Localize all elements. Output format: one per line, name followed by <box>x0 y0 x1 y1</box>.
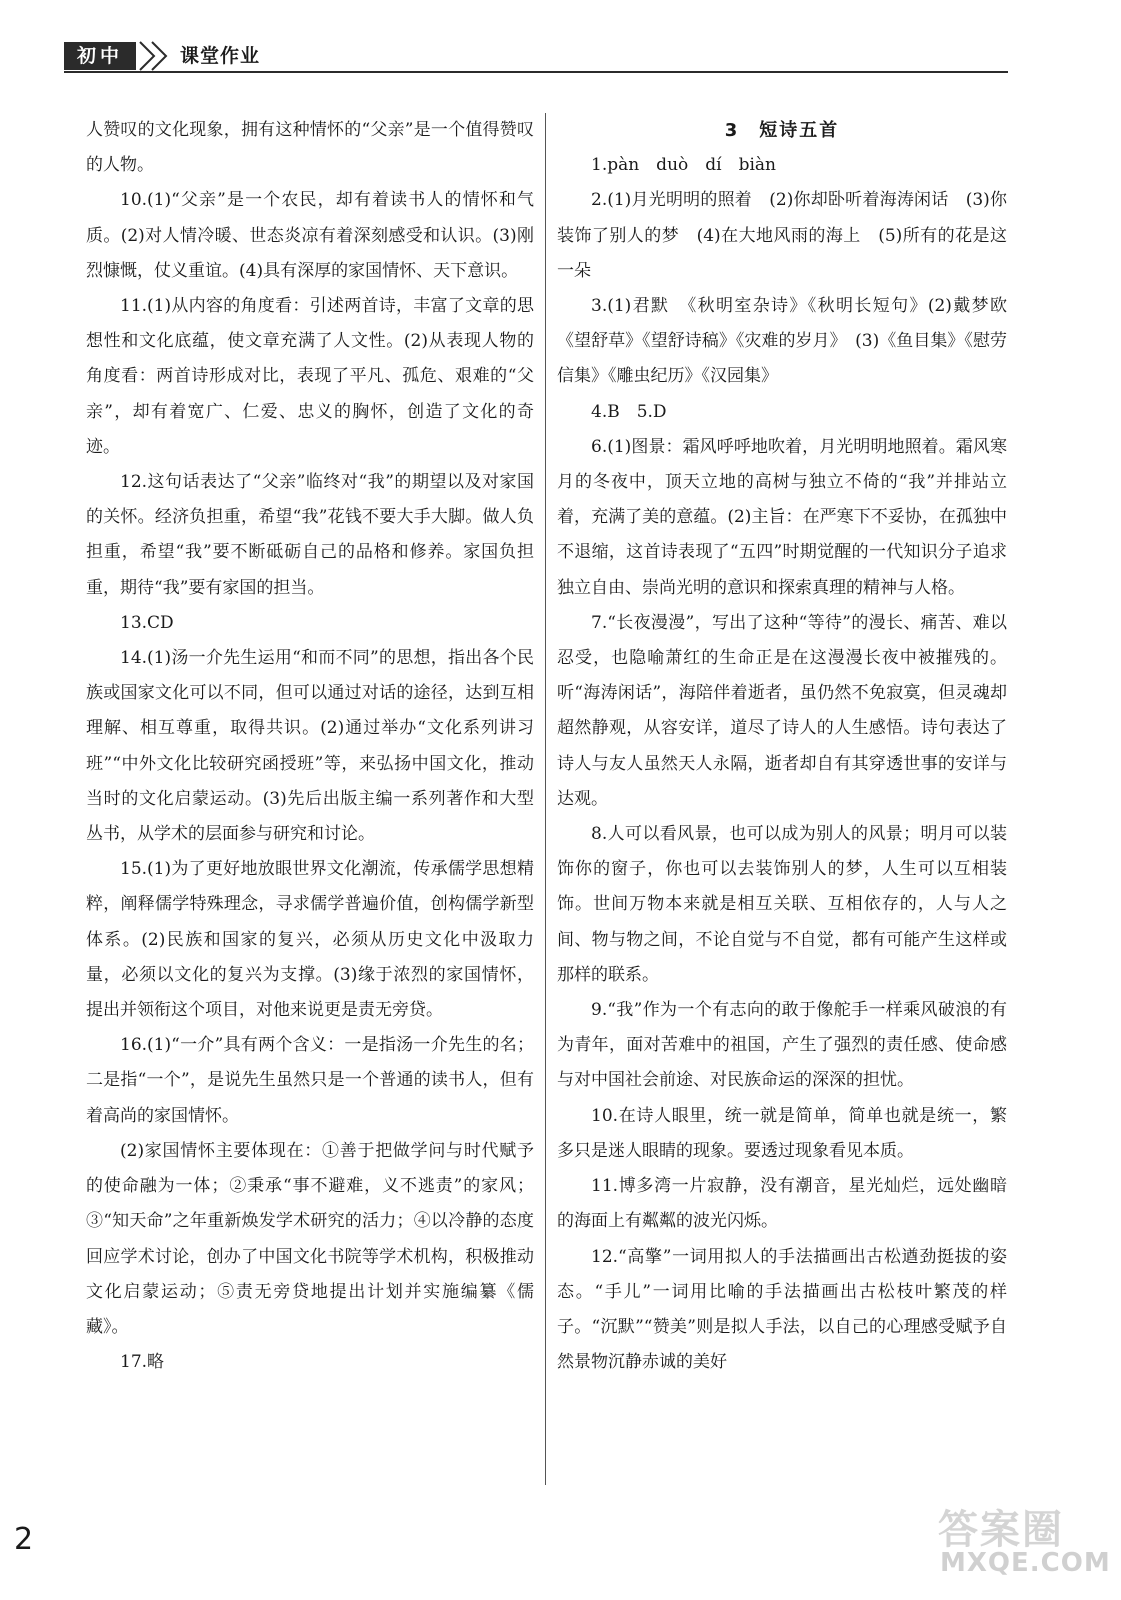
grade-badge: 初中 <box>64 42 136 70</box>
answer-paragraph: 1.pàn duò dí biàn <box>591 155 776 176</box>
answer-paragraph: 12.这句话表达了“父亲”临终对“我”的期望以及对家国的关怀。经济负担重，希望“我”花钱不要大手大脚。做人负担重，希望“我”要不断砥砺自己的品格和修养。家国负担重，期待“我”要有家国的担当。 <box>86 472 534 598</box>
answer-paragraph: 7.“长夜漫漫”，写出了这种“等待”的漫长、痛苦、难以忍受，也隐喻萧红的生命正是在这漫漫长夜中被摧残的。听“海涛闲话”，海陪伴着逝者，虽仍然不免寂寞，但灵魂却超然静观，从容安详，道尽了诗人的人生感悟。诗句表达了诗人与友人虽然天人永隔，逝者却自有其穿透世事的安详与达观。 <box>557 612 1007 809</box>
answer-paragraph: 14.(1)汤一介先生运用“和而不同”的思想，指出各个民族或国家文化可以不同，但可以通过对话的途径，达到互相理解、相互尊重，取得共识。(2)通过举办“文化系列讲习班”“中外文化比较研究函授班”等，来弘扬中国文化，推动当时的文化启蒙运动。(3)先后出版主编一系列著作和大型丛书，从学术的层面参与研究和讨论。 <box>86 648 534 845</box>
watermark-logo: 答案圈 <box>938 1507 1064 1553</box>
answer-paragraph: 2.(1)月光明明的照着 (2)你却卧听着海涛闲话 (3)你装饰了别人的梦 (4)在大地风雨的海上 (5)所有的花是这一朵 <box>557 190 1007 281</box>
answer-paragraph: 8.人可以看风景，也可以成为别人的风景；明月可以装饰你的窗子，你也可以去装饰别人的梦，人生可以互相装饰。世间万物本来就是相互关联、互相依存的，人与人之间、物与物之间，不论自觉与不自觉，都有可能产生这样或那样的联系。 <box>557 824 1007 985</box>
answer-paragraph: 9.“我”作为一个有志向的敢于像舵手一样乘风破浪的有为青年，面对苦难中的祖国，产生了强烈的责任感、使命感与对中国社会前途、对民族命运的深深的担忧。 <box>557 1000 1007 1091</box>
column-divider <box>545 113 546 1485</box>
answer-paragraph: 11.博多湾一片寂静，没有潮音，星光灿烂，远处幽暗的海面上有粼粼的波光闪烁。 <box>557 1176 1007 1232</box>
answer-paragraph: 11.(1)从内容的角度看：引述两首诗，丰富了文章的思想性和文化底蕴，使文章充满了人文性。(2)从表现人物的角度看：两首诗形成对比，表现了平凡、孤危、艰难的“父亲”，却有着宽广、仁爱、忠义的胸怀，创造了文化的奇迹。 <box>86 296 534 457</box>
watermark <box>938 1498 1114 1594</box>
page-header <box>64 40 1008 72</box>
answer-paragraph: 10.在诗人眼里，统一就是简单，简单也就是统一，繁多只是迷人眼睛的现象。要透过现象看见本质。 <box>557 1105 1007 1161</box>
double-chevron-icon <box>134 40 174 72</box>
answer-paragraph: 17.略 <box>120 1352 165 1373</box>
answer-paragraph: 15.(1)为了更好地放眼世界文化潮流，传承儒学思想精粹，阐释儒学特殊理念，寻求儒学普遍价值，创构儒学新型体系。(2)民族和国家的复兴，必须从历史文化中汲取力量，必须以文化的复兴为支撑。(3)缘于浓烈的家国情怀，提出并领衔这个项目，对他来说更是责无旁贷。 <box>86 859 534 1021</box>
book-title: 课堂作业 <box>180 45 261 67</box>
answer-paragraph: 4.B 5.D <box>591 401 667 422</box>
answer-paragraph: 3.(1)君默 《秋明室杂诗》《秋明长短句》(2)戴梦欧 《望舒草》《望舒诗稿》《灾难的岁月》 (3)《鱼目集》《慰劳信集》《雕虫纪历》《汉园集》 <box>557 296 1024 387</box>
answer-paragraph: (2)家国情怀主要体现在：①善于把做学问与时代赋予的使命融为一体；②秉承“事不避难，义不逃责”的家风；③“知天命”之年重新焕发学术研究的活力；④以冷静的态度回应学术讨论，创办了中国文化书院等学术机构，积极推动文化启蒙运动；⑤责无旁贷地提出计划并实施编纂《儒藏》。 <box>86 1140 534 1337</box>
answer-paragraph: 13.CD <box>120 612 174 633</box>
right-column <box>557 113 1024 1380</box>
header-rule <box>64 71 1008 73</box>
answer-paragraph: 10.(1)“父亲”是一个农民，却有着读书人的情怀和气质。(2)对人情冷暖、世态炎凉有着深刻感受和认识。(3)刚烈慷慨，仗义重谊。(4)具有深厚的家国情怀、天下意识。 <box>86 190 534 281</box>
answer-paragraph: 16.(1)“一介”具有两个含义：一是指汤一介先生的名；二是指“一个”，是说先生虽然只是一个普通的读书人，但有着高尚的家国情怀。 <box>86 1035 534 1126</box>
page-number: 2 <box>14 1522 34 1557</box>
section-heading: 3 短诗五首 <box>724 120 840 141</box>
answer-paragraph: 12.“高擎”一词用拟人的手法描画出古松遒劲挺拔的姿态。“手儿”一词用比喻的手法描画出古松枝叶繁茂的样子。“沉默”“赞美”则是拟人手法，以自己的心理感受赋予自然景物沉静赤诚的美好 <box>557 1246 1007 1373</box>
left-column <box>86 113 534 1380</box>
answer-paragraph: 人赞叹的文化现象，拥有这种情怀的“父亲”是一个值得赞叹的人物。 <box>86 120 534 176</box>
watermark-url: MXQE.COM <box>940 1548 1111 1578</box>
answer-paragraph: 6.(1)图景：霜风呼呼地吹着，月光明明地照着。霜风寒月的冬夜中，顶天立地的高树与独立不倚的“我”并排站立着，充满了美的意蕴。(2)主旨：在严寒下不妥协，在孤独中不退缩，这首诗表现了“五四”时期觉醒的一代知识分子追求独立自由、崇尚光明的意识和探索真理的精神与人格。 <box>557 436 1007 598</box>
